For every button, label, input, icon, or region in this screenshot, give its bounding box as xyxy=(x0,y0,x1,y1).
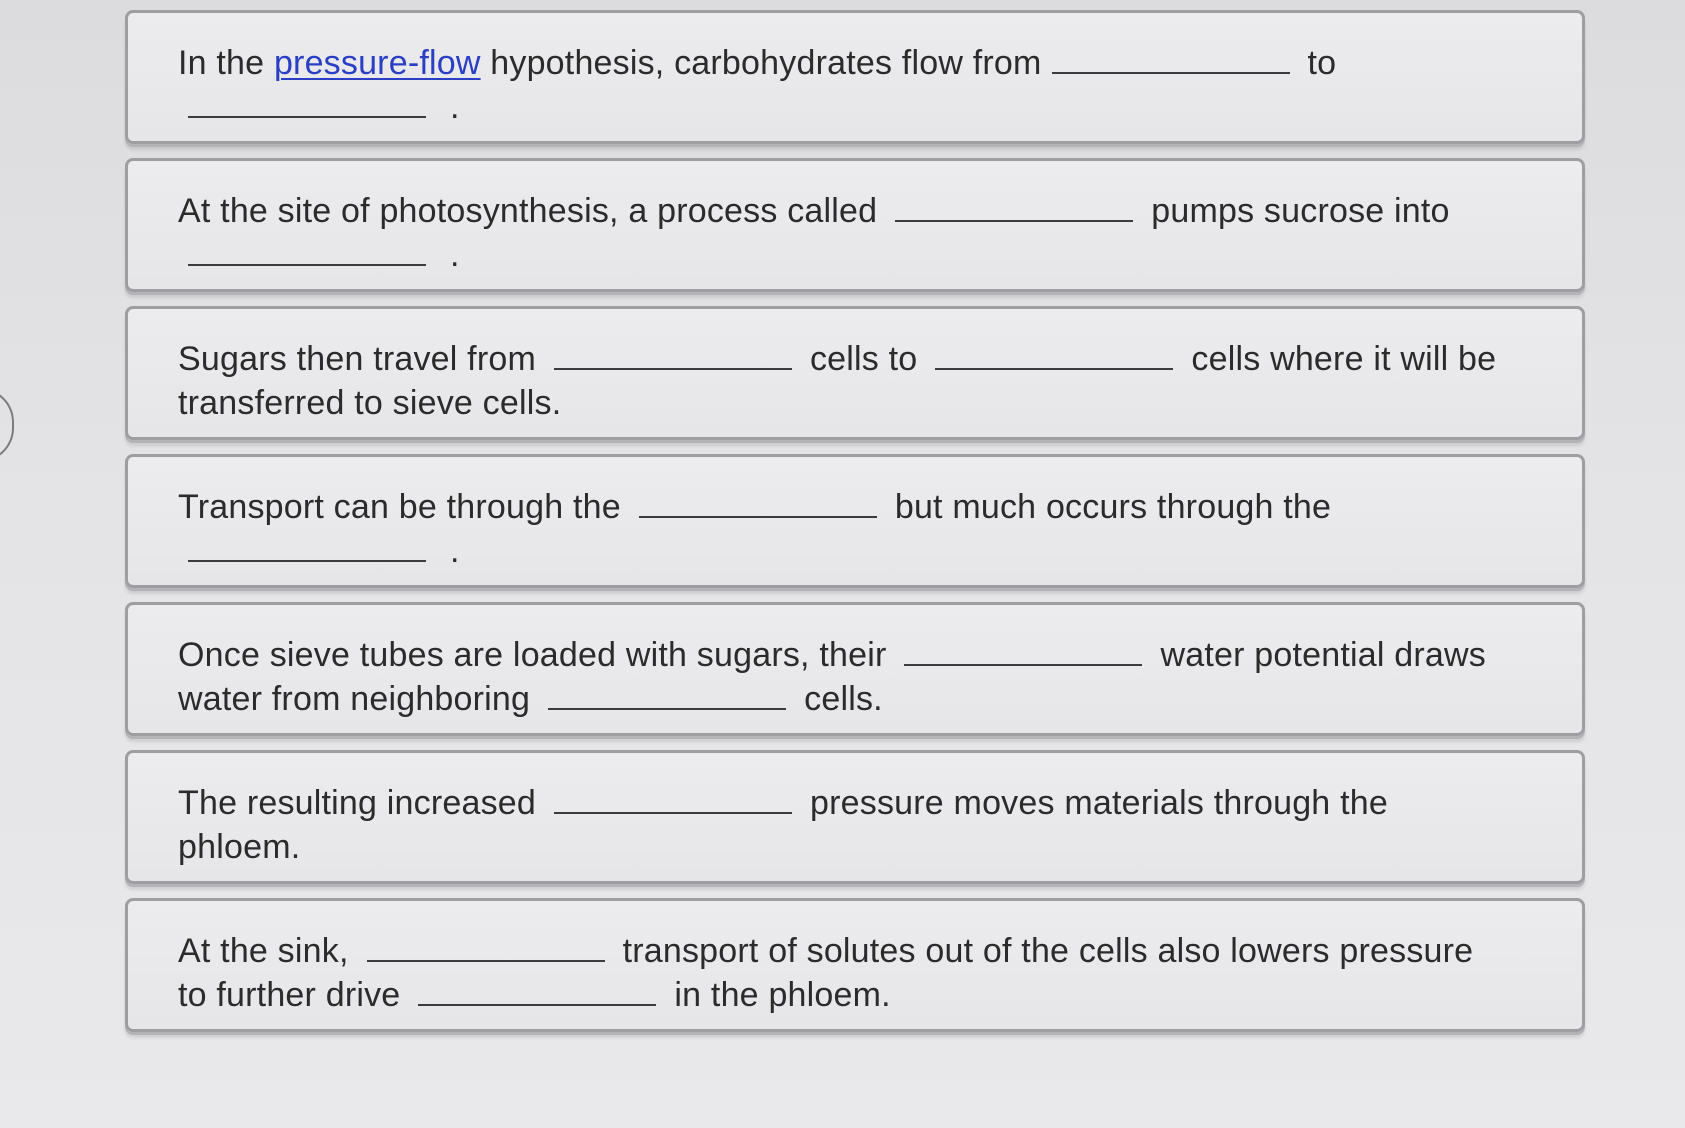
q5-line-2 xyxy=(178,677,1534,721)
q3-text-a: Sugars then travel from xyxy=(178,340,536,378)
q3-text-c: cells where it will be xyxy=(1191,340,1497,378)
q5-text-d: cells. xyxy=(804,680,883,718)
q7-text-c: to further drive xyxy=(178,976,401,1014)
q3-blank-1[interactable] xyxy=(554,342,792,370)
q5-text-c: water from neighboring xyxy=(178,680,531,718)
q7-text-a: At the sink, xyxy=(178,932,349,970)
question-text-3 xyxy=(178,337,1534,425)
question-card-6 xyxy=(125,750,1585,884)
q4-text-b: but much occurs through the xyxy=(894,488,1332,526)
question-card-7 xyxy=(125,898,1585,1032)
q4-text-a: Transport can be through the xyxy=(178,488,621,526)
q2-blank-2[interactable] xyxy=(188,238,426,266)
question-card-4 xyxy=(125,454,1585,588)
q4-line-2 xyxy=(178,529,1534,573)
q5-text-b: water potential draws xyxy=(1160,636,1486,674)
q2-text-b: pumps sucrose into xyxy=(1151,192,1450,230)
q6-text-a: The resulting increased xyxy=(178,784,537,822)
q3-line-2: transferred to sieve cells. xyxy=(178,384,562,422)
q1-text-c: to xyxy=(1307,44,1337,82)
question-text-5 xyxy=(178,633,1534,721)
question-text-2 xyxy=(178,189,1534,277)
q7-text-b: transport of solutes out of the cells also lowers pressure xyxy=(622,932,1474,970)
q1-line-2 xyxy=(178,85,1534,129)
q5-blank-2[interactable] xyxy=(548,682,786,710)
q7-blank-2[interactable] xyxy=(418,978,656,1006)
q7-blank-1[interactable] xyxy=(367,934,605,962)
side-bracket-decoration xyxy=(0,388,14,462)
q6-text-b: pressure moves materials through the xyxy=(810,784,1388,822)
question-text-7 xyxy=(178,929,1534,1017)
q1-text-b: hypothesis, carbohydrates flow from xyxy=(490,44,1042,82)
question-card-3 xyxy=(125,306,1585,440)
question-card-2 xyxy=(125,158,1585,292)
q1-blank-1[interactable] xyxy=(1052,46,1290,74)
q6-line-2: phloem. xyxy=(178,828,301,866)
question-text-4 xyxy=(178,485,1534,573)
question-text-1 xyxy=(178,41,1534,129)
q4-blank-1[interactable] xyxy=(639,490,877,518)
q2-period: . xyxy=(450,236,460,274)
question-list xyxy=(125,10,1585,1046)
q3-blank-2[interactable] xyxy=(935,342,1173,370)
q7-text-d: in the phloem. xyxy=(674,976,891,1014)
q5-blank-1[interactable] xyxy=(904,638,1142,666)
q1-period: . xyxy=(450,88,460,126)
q2-blank-1[interactable] xyxy=(895,194,1133,222)
q1-blank-2[interactable] xyxy=(188,90,426,118)
q6-blank-1[interactable] xyxy=(554,786,792,814)
q4-blank-2[interactable] xyxy=(188,534,426,562)
q2-text-a: At the site of photosynthesis, a process called xyxy=(178,192,878,230)
pressure-flow-link[interactable]: pressure-flow xyxy=(273,44,481,82)
q7-line-2 xyxy=(178,973,1534,1017)
q4-period: . xyxy=(450,532,460,570)
q1-text-a: In the xyxy=(178,44,265,82)
q5-text-a: Once sieve tubes are loaded with sugars, their xyxy=(178,636,887,674)
q3-text-b: cells to xyxy=(809,340,918,378)
q2-line-2 xyxy=(178,233,1534,277)
question-card-5 xyxy=(125,602,1585,736)
question-text-6 xyxy=(178,781,1534,869)
question-card-1 xyxy=(125,10,1585,144)
